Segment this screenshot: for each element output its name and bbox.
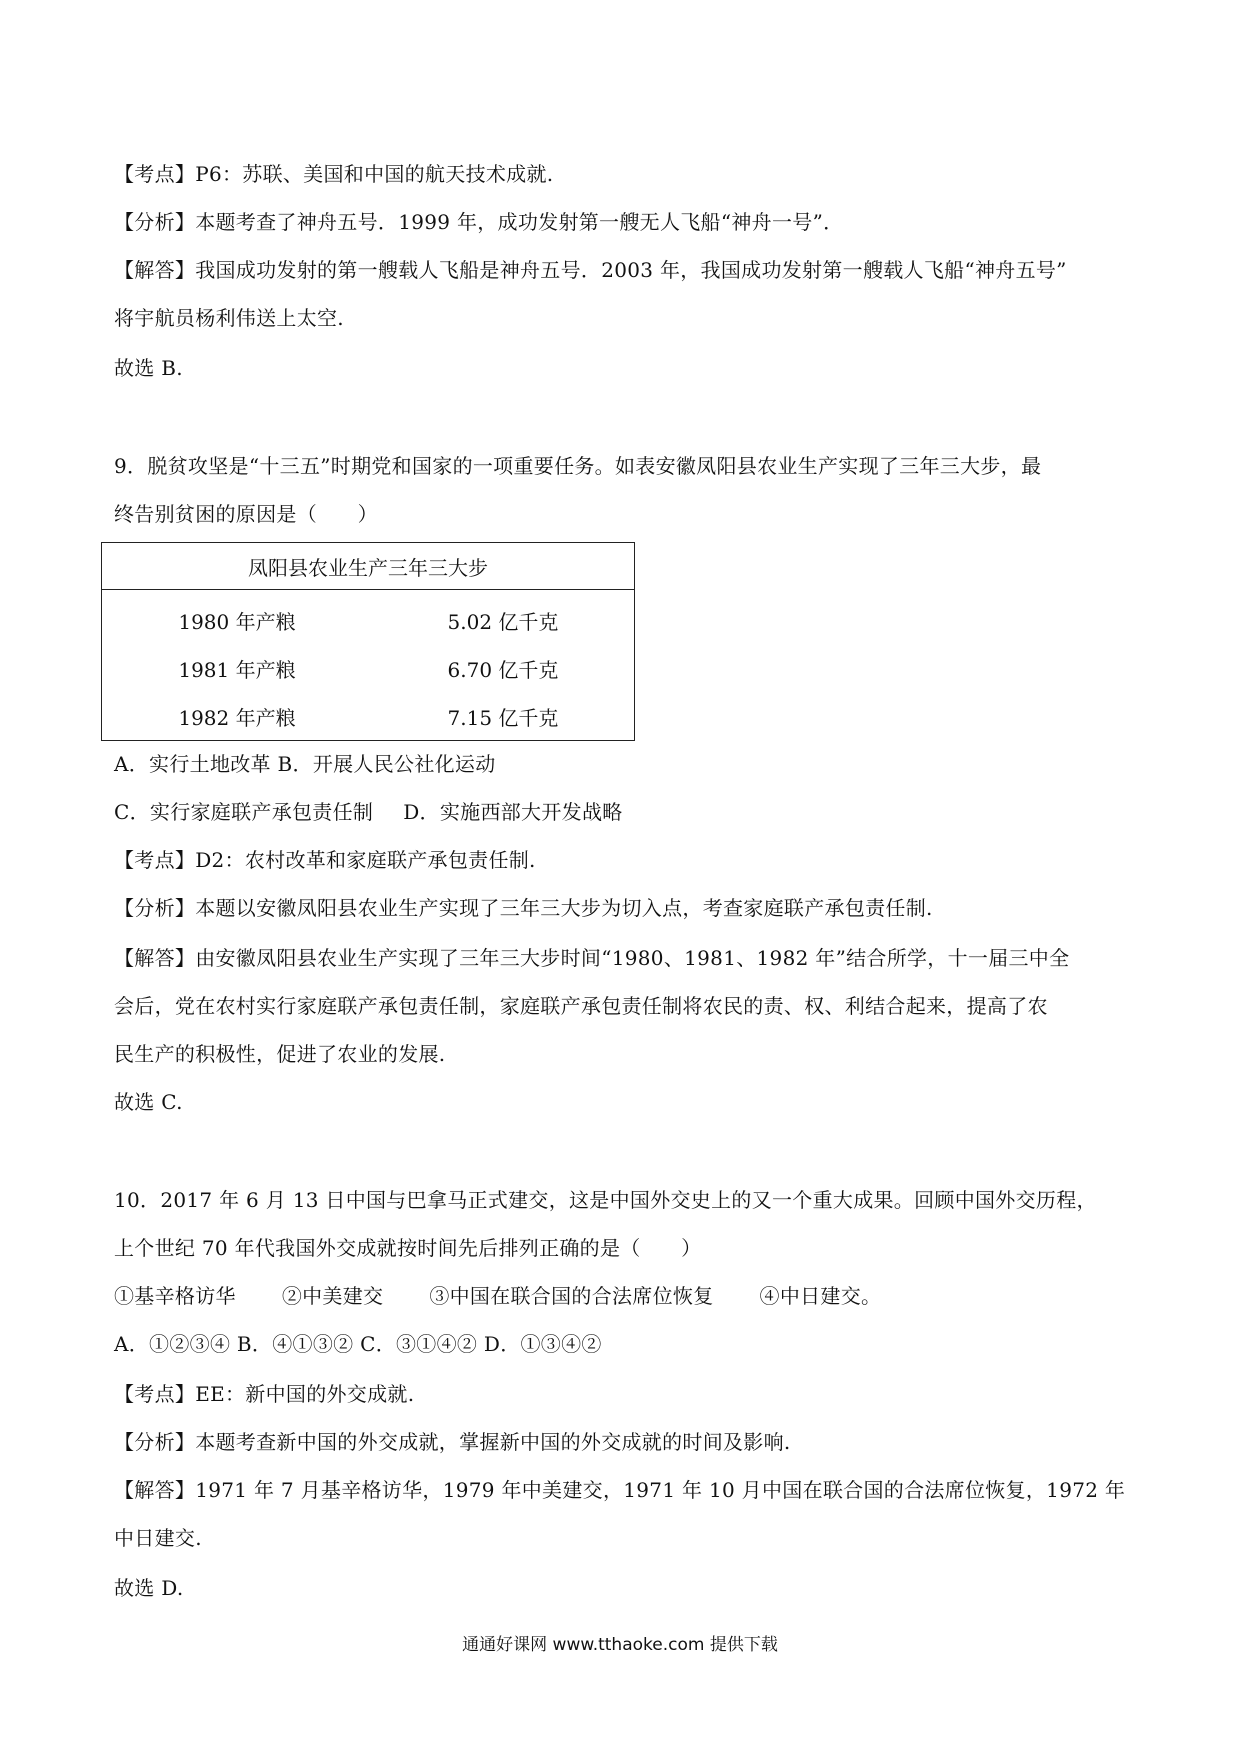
table-cell-value: 6.70 亿千克 [447, 657, 559, 682]
q10-kaodian: 【考点】EE：新中国的外交成就. [114, 1382, 415, 1406]
q9-jieda-line-2: 会后，党在农村实行家庭联产承包责任制，家庭联产承包责任制将农民的责、权、利结合起来，提高了农 [114, 994, 1048, 1018]
q8-jieda-line-2: 将宇航员杨利伟送上太空. [114, 306, 344, 330]
q10-option-b: B．④①③② [236, 1332, 354, 1356]
q10-option-a: A．①②③④ [114, 1332, 231, 1356]
table-cell-year: 1980 年产粮 [178, 609, 296, 634]
q9-table [101, 542, 635, 741]
q10-item-4: ④中日建交。 [759, 1284, 882, 1308]
q9-stem-line-1: 9．脱贫攻坚是“十三五”时期党和国家的一项重要任务。如表安徽凤阳县农业生产实现了三年三大步，最 [114, 454, 1042, 478]
q9-table-title: 凤阳县农业生产三年三大步 [102, 543, 635, 590]
q9-kaodian: 【考点】D2：农村改革和家庭联产承包责任制. [114, 848, 536, 872]
q9-option-b: B．开展人民公社化运动 [277, 752, 496, 776]
table-row [102, 590, 635, 645]
q10-stem-line-2: 上个世纪 70 年代我国外交成就按时间先后排列正确的是（ ） [114, 1236, 702, 1260]
q9-answer: 故选 C. [114, 1090, 183, 1114]
q10-option-c: C．③①④② [360, 1332, 478, 1356]
q10-jieda-line-1: 【解答】1971 年 7 月基辛格访华，1979 年中美建交，1971 年 10 月中国在联合国的合法席位恢复，1972 年 [114, 1478, 1126, 1502]
q8-answer: 故选 B. [114, 356, 183, 380]
table-row [102, 692, 635, 741]
q10-item-2: ②中美建交 [281, 1284, 384, 1308]
table-cell-year: 1982 年产粮 [178, 705, 296, 730]
q9-options-line-2 [114, 798, 623, 826]
q10-items [114, 1282, 881, 1310]
q8-fenxi: 【分析】本题考查了神舟五号．1999 年，成功发射第一艘无人飞船“神舟一号”． [114, 210, 844, 234]
q9-jieda-line-1: 【解答】由安徽凤阳县农业生产实现了三年三大步时间“1980、1981、1982 年”结合所学，十一届三中全 [114, 946, 1070, 970]
table-cell-value: 5.02 亿千克 [447, 609, 559, 634]
table-row [102, 644, 635, 692]
q10-item-3: ③中国在联合国的合法席位恢复 [429, 1284, 714, 1308]
q8-jieda-line-1: 【解答】我国成功发射的第一艘载人飞船是神舟五号．2003 年，我国成功发射第一艘载人飞船“神舟五号” [114, 258, 1067, 282]
q10-options [114, 1330, 602, 1358]
q10-stem-line-1: 10．2017 年 6 月 13 日中国与巴拿马正式建交，这是中国外交史上的又一个重大成果。回顾中国外交历程， [114, 1188, 1097, 1212]
q9-stem-line-2: 终告别贫困的原因是（ ） [114, 502, 378, 526]
table-cell-year: 1981 年产粮 [178, 657, 296, 682]
q9-option-c: C．实行家庭联产承包责任制 [114, 800, 374, 824]
q10-item-1: ①基辛格访华 [114, 1284, 236, 1308]
q10-fenxi: 【分析】本题考查新中国的外交成就，掌握新中国的外交成就的时间及影响. [114, 1430, 791, 1454]
page-footer: 通通好课网 www.tthaoke.com 提供下载 [462, 1635, 778, 1655]
q9-option-a: A．实行土地改革 [114, 752, 271, 776]
q10-jieda-line-2: 中日建交. [114, 1526, 202, 1550]
q9-jieda-line-3: 民生产的积极性，促进了农业的发展. [114, 1042, 446, 1066]
q9-option-d: D．实施西部大开发战略 [403, 800, 623, 824]
q10-answer: 故选 D. [114, 1576, 184, 1600]
q9-fenxi: 【分析】本题以安徽凤阳县农业生产实现了三年三大步为切入点，考查家庭联产承包责任制. [114, 896, 933, 920]
q8-kaodian: 【考点】P6：苏联、美国和中国的航天技术成就. [114, 162, 554, 186]
table-cell-value: 7.15 亿千克 [447, 705, 559, 730]
q9-options-line-1 [114, 750, 496, 778]
q10-option-d: D．①③④② [483, 1332, 602, 1356]
